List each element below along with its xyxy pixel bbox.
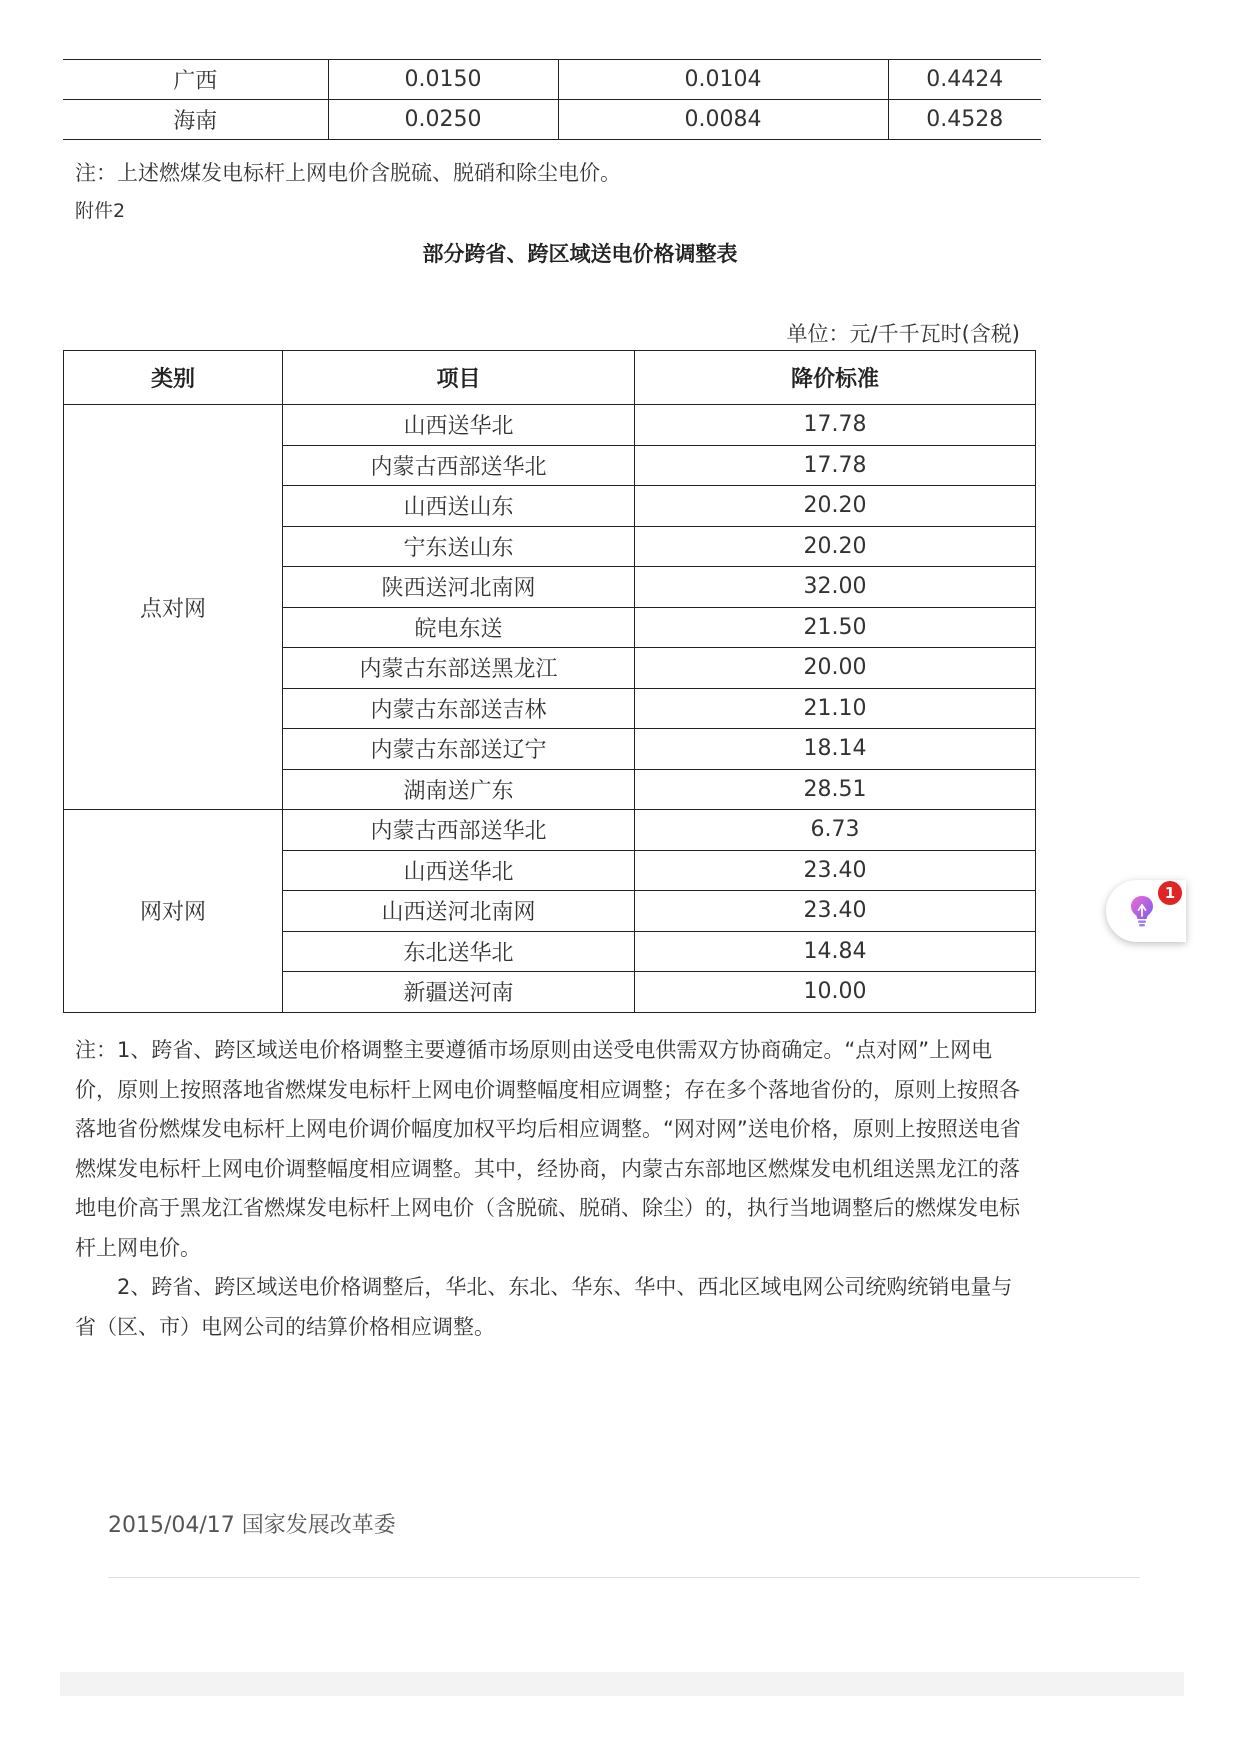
item-cell: 新疆送河南 [283,972,635,1013]
notification-badge: 1 [1158,881,1182,905]
price-cell: 14.84 [635,931,1036,972]
value-cell: 0.0084 [558,100,888,140]
divider [108,1577,1140,1578]
province-cell: 海南 [63,100,328,140]
value-cell: 0.0250 [328,100,558,140]
table-footnote [75,1031,1025,1347]
value-cell: 0.4424 [888,60,1041,100]
price-cell: 17.78 [635,445,1036,486]
item-cell: 内蒙古西部送华北 [283,810,635,851]
item-cell: 陕西送河北南网 [283,567,635,608]
price-cell: 23.40 [635,891,1036,932]
previous-table-continuation [63,59,1041,140]
table-row [63,60,1041,100]
category-cell: 网对网 [64,810,283,1013]
floating-tip-button[interactable] [1106,880,1186,942]
item-cell: 山西送华北 [283,405,635,446]
table-row [64,810,1036,851]
table-header-row [64,351,1036,405]
publish-date-source: 2015/04/17 国家发展改革委 [108,1513,396,1538]
lightbulb-icon [1128,894,1156,928]
province-cell: 广西 [63,60,328,100]
price-cell: 32.00 [635,567,1036,608]
price-cell: 10.00 [635,972,1036,1013]
item-cell: 皖电东送 [283,607,635,648]
item-cell: 宁东送山东 [283,526,635,567]
header-category: 类别 [64,351,283,405]
price-cell: 20.20 [635,486,1036,527]
item-cell: 内蒙古东部送辽宁 [283,729,635,770]
price-cell: 28.51 [635,769,1036,810]
item-cell: 东北送华北 [283,931,635,972]
table-row [63,100,1041,140]
item-cell: 内蒙古东部送吉林 [283,688,635,729]
table-row [64,405,1036,446]
header-item: 项目 [283,351,635,405]
category-cell: 点对网 [64,405,283,810]
price-cell: 17.78 [635,405,1036,446]
item-cell: 湖南送广东 [283,769,635,810]
price-cell: 21.50 [635,607,1036,648]
price-cell: 20.00 [635,648,1036,689]
price-cell: 23.40 [635,850,1036,891]
page-bottom-band [60,1672,1184,1696]
value-cell: 0.0150 [328,60,558,100]
footnote-paragraph-1: 注：1、跨省、跨区域送电价格调整主要遵循市场原则由送受电供需双方协商确定。“点对网”上网电价，原则上按照落地省燃煤发电标杆上网电价调整幅度相应调整；存在多个落地省份的，原则上按照各落地省份燃煤发电标杆上网电价调价幅度加权平均后相应调整。“网对网”送电价格，原则上按照送电省燃煤发电标杆上网电价调整幅度相应调整。其中，经协商，内蒙古东部地区燃煤发电机组送黑龙江的落地电价高于黑龙江省燃煤发电标杆上网电价（含脱硫、脱硝、除尘）的，执行当地调整后的燃煤发电标杆上网电价。 [75,1038,1021,1260]
item-cell: 内蒙古东部送黑龙江 [283,648,635,689]
price-cell: 18.14 [635,729,1036,770]
value-cell: 0.0104 [558,60,888,100]
item-cell: 山西送山东 [283,486,635,527]
top-table-note: 注：上述燃煤发电标杆上网电价含脱硫、脱硝和除尘电价。 [75,161,621,185]
attachment-label: 附件2 [75,200,126,222]
price-cell: 20.20 [635,526,1036,567]
item-cell: 内蒙古西部送华北 [283,445,635,486]
footnote-paragraph-2: 2、跨省、跨区域送电价格调整后，华北、东北、华东、华中、西北区域电网公司统购统销电量与省（区、市）电网公司的结算价格相应调整。 [75,1275,1013,1339]
price-cell: 21.10 [635,688,1036,729]
item-cell: 山西送河北南网 [283,891,635,932]
unit-label: 单位：元/千千瓦时(含税) [786,322,1020,346]
table-title: 部分跨省、跨区域送电价格调整表 [422,242,738,266]
price-adjustment-table [63,350,1036,1013]
value-cell: 0.4528 [888,100,1041,140]
item-cell: 山西送华北 [283,850,635,891]
price-cell: 6.73 [635,810,1036,851]
header-price: 降价标准 [635,351,1036,405]
